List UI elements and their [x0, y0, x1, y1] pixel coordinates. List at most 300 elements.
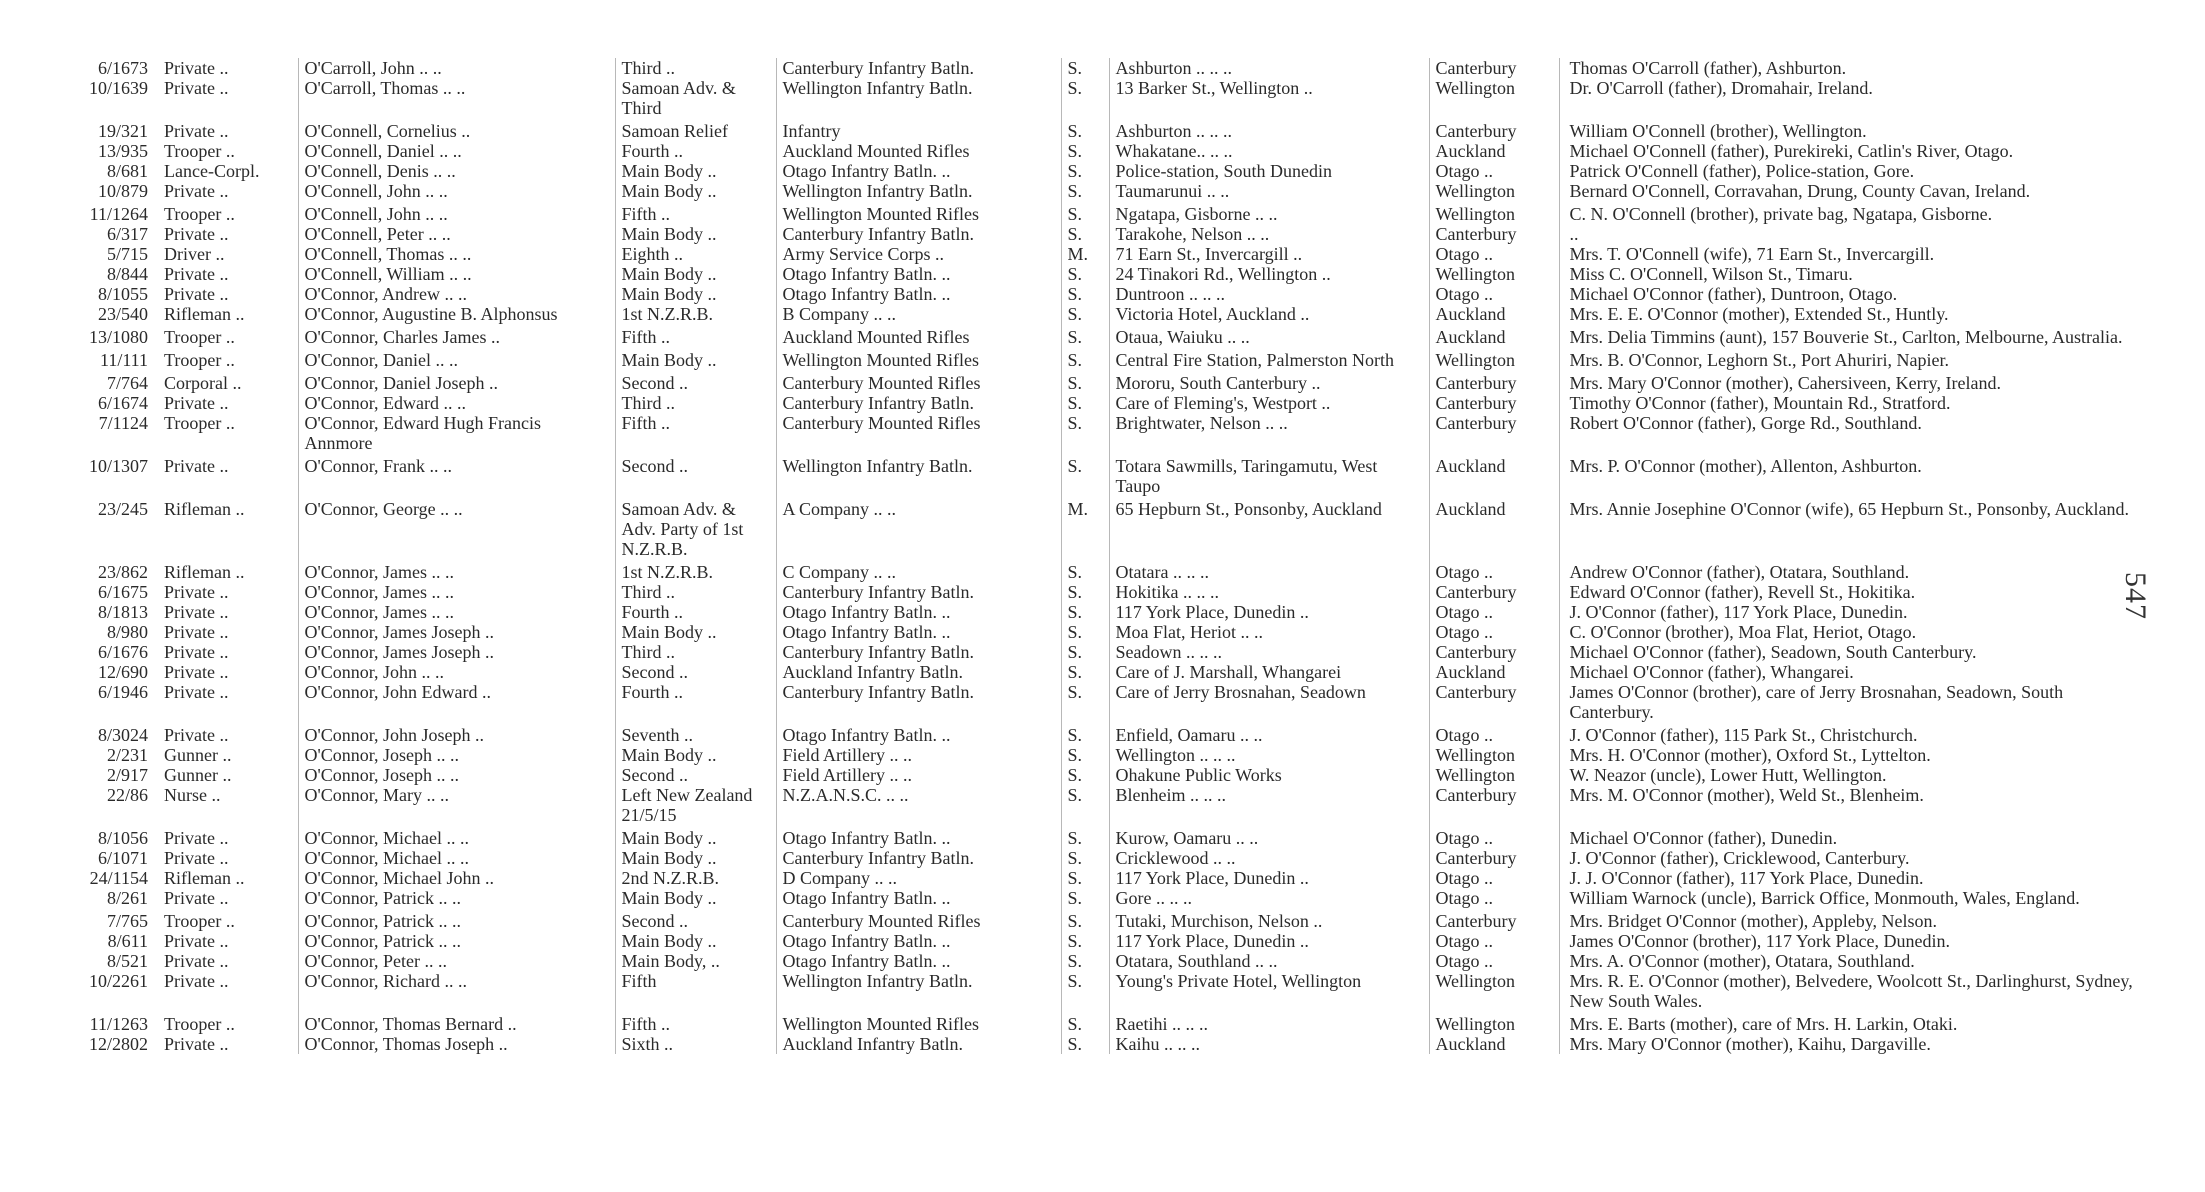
marital-status-cell: S.: [1061, 908, 1109, 931]
last-address-cell: Care of J. Marshall, Whangarei: [1109, 662, 1429, 682]
marital-status-cell: S.: [1061, 888, 1109, 908]
next-of-kin-cell: Mrs. E. E. O'Connor (mother), Extended St., Huntly.: [1559, 304, 2149, 324]
name-cell: O'Connor, Michael John ..: [298, 868, 615, 888]
marital-status-cell: S.: [1061, 284, 1109, 304]
last-address-cell: Young's Private Hotel, Wellington: [1109, 971, 1429, 1011]
enlistment-district-cell: Canterbury: [1429, 582, 1559, 602]
rank-cell: Private ..: [164, 582, 229, 602]
marital-status-cell: S.: [1061, 745, 1109, 765]
marital-status-cell: S.: [1061, 825, 1109, 848]
last-address-cell: Seadown .. .. ..: [1109, 642, 1429, 662]
name-cell: O'Connor, John Edward ..: [298, 682, 615, 722]
last-address-cell: Enfield, Oamaru .. ..: [1109, 722, 1429, 745]
rank-cell: Trooper ..: [164, 1014, 235, 1034]
table-row: [55, 682, 2149, 722]
enlistment-district-cell: Wellington: [1429, 181, 1559, 201]
marital-status-cell: S.: [1061, 662, 1109, 682]
last-address-cell: 117 York Place, Dunedin ..: [1109, 868, 1429, 888]
draft-cell: Fourth ..: [615, 141, 776, 161]
name-cell: O'Connor, George .. ..: [298, 496, 615, 559]
table-row: [55, 908, 2149, 931]
last-address-cell: Hokitika .. .. ..: [1109, 582, 1429, 602]
next-of-kin-cell: Robert O'Connor (father), Gorge Rd., Southland.: [1559, 413, 2149, 453]
next-of-kin-cell: Michael O'Connor (father), Whangarei.: [1559, 662, 2149, 682]
marital-status-cell: S.: [1061, 78, 1109, 118]
table-row: [55, 284, 2149, 304]
draft-cell: Left New Zealand 21/5/15: [615, 785, 776, 825]
table-row: [55, 264, 2149, 284]
name-cell: O'Connell, John .. ..: [298, 181, 615, 201]
rank-cell: Private ..: [164, 725, 229, 745]
marital-status-cell: S.: [1061, 682, 1109, 722]
unit-cell: Otago Infantry Batln. ..: [776, 622, 1061, 642]
regimental-number-cell: 2/917: [106, 765, 148, 785]
name-cell: O'Connor, Richard .. ..: [298, 971, 615, 1011]
name-cell: O'Connor, Joseph .. ..: [298, 765, 615, 785]
next-of-kin-cell: Mrs. B. O'Connor, Leghorn St., Port Ahuriri, Napier.: [1559, 347, 2149, 370]
unit-cell: Auckland Mounted Rifles: [776, 324, 1061, 347]
unit-cell: Canterbury Infantry Batln.: [776, 682, 1061, 722]
draft-cell: Main Body ..: [615, 931, 776, 951]
next-of-kin-cell: Michael O'Connor (father), Dunedin.: [1559, 825, 2149, 848]
draft-cell: 1st N.Z.R.B.: [615, 559, 776, 582]
marital-status-cell: S.: [1061, 118, 1109, 141]
draft-cell: Main Body ..: [615, 161, 776, 181]
unit-cell: Auckland Mounted Rifles: [776, 141, 1061, 161]
enlistment-district-cell: Canterbury: [1429, 58, 1559, 78]
marital-status-cell: S.: [1061, 393, 1109, 413]
enlistment-district-cell: Otago ..: [1429, 825, 1559, 848]
marital-status-cell: S.: [1061, 951, 1109, 971]
last-address-cell: Totara Sawmills, Taringamutu, West Taupo: [1109, 453, 1429, 496]
next-of-kin-cell: Mrs. E. Barts (mother), care of Mrs. H. Larkin, Otaki.: [1559, 1011, 2149, 1034]
table-row: [55, 393, 2149, 413]
unit-cell: A Company .. ..: [776, 496, 1061, 559]
marital-status-cell: S.: [1061, 868, 1109, 888]
rank-cell: Trooper ..: [164, 327, 235, 347]
draft-cell: Eighth ..: [615, 244, 776, 264]
name-cell: O'Connor, Thomas Bernard ..: [298, 1011, 615, 1034]
marital-status-cell: S.: [1061, 181, 1109, 201]
next-of-kin-cell: J. J. O'Connor (father), 117 York Place, Dunedin.: [1559, 868, 2149, 888]
unit-cell: Canterbury Infantry Batln.: [776, 582, 1061, 602]
regimental-number-cell: 8/681: [106, 161, 148, 181]
unit-cell: Wellington Infantry Batln.: [776, 181, 1061, 201]
enlistment-district-cell: Otago ..: [1429, 931, 1559, 951]
draft-cell: Main Body ..: [615, 264, 776, 284]
last-address-cell: Moa Flat, Heriot .. ..: [1109, 622, 1429, 642]
regimental-number-cell: 7/764: [106, 373, 148, 393]
enlistment-district-cell: Otago ..: [1429, 622, 1559, 642]
regimental-number-cell: 7/765: [106, 911, 148, 931]
name-cell: O'Connor, Patrick .. ..: [298, 931, 615, 951]
draft-cell: Fifth ..: [615, 1011, 776, 1034]
rank-cell: Private ..: [164, 662, 229, 682]
enlistment-district-cell: Auckland: [1429, 662, 1559, 682]
marital-status-cell: S.: [1061, 1011, 1109, 1034]
unit-cell: B Company .. ..: [776, 304, 1061, 324]
unit-cell: Canterbury Mounted Rifles: [776, 413, 1061, 453]
rank-cell: Private ..: [164, 848, 229, 868]
rank-cell: Private ..: [164, 224, 229, 244]
last-address-cell: Otatara, Southland .. ..: [1109, 951, 1429, 971]
next-of-kin-cell: Mrs. Bridget O'Connor (mother), Appleby, Nelson.: [1559, 908, 2149, 931]
next-of-kin-cell: Mrs. R. E. O'Connor (mother), Belvedere, Woolcott St., Darlinghurst, Sydney, New South Wales.: [1559, 971, 2149, 1011]
last-address-cell: 24 Tinakori Rd., Wellington ..: [1109, 264, 1429, 284]
last-address-cell: Taumarunui .. ..: [1109, 181, 1429, 201]
table-row: [55, 224, 2149, 244]
page-number: 547: [2119, 572, 2152, 620]
marital-status-cell: S.: [1061, 931, 1109, 951]
draft-cell: Main Body ..: [615, 888, 776, 908]
draft-cell: Main Body, ..: [615, 951, 776, 971]
regimental-number-cell: 11/1264: [89, 204, 148, 224]
name-cell: O'Connor, Edward Hugh Francis Annmore: [298, 413, 615, 453]
regimental-number-cell: 12/690: [97, 662, 148, 682]
marital-status-cell: S.: [1061, 622, 1109, 642]
unit-cell: Otago Infantry Batln. ..: [776, 602, 1061, 622]
next-of-kin-cell: Michael O'Connor (father), Seadown, South Canterbury.: [1559, 642, 2149, 662]
table-row: [55, 496, 2149, 559]
unit-cell: Infantry: [776, 118, 1061, 141]
table-row: [55, 848, 2149, 868]
enlistment-district-cell: Otago ..: [1429, 868, 1559, 888]
last-address-cell: Wellington .. .. ..: [1109, 745, 1429, 765]
table-row: [55, 745, 2149, 765]
rank-cell: Driver ..: [164, 244, 225, 264]
rank-cell: Private ..: [164, 602, 229, 622]
name-cell: O'Connor, Augustine B. Alphonsus: [298, 304, 615, 324]
table-row: [55, 971, 2149, 1011]
marital-status-cell: S.: [1061, 413, 1109, 453]
rank-cell: Private ..: [164, 456, 229, 476]
enlistment-district-cell: Otago ..: [1429, 244, 1559, 264]
regimental-number-cell: 8/1056: [97, 828, 148, 848]
next-of-kin-cell: Mrs. Mary O'Connor (mother), Cahersiveen, Kerry, Ireland.: [1559, 370, 2149, 393]
enlistment-district-cell: Wellington: [1429, 1011, 1559, 1034]
marital-status-cell: S.: [1061, 264, 1109, 284]
name-cell: O'Connell, Denis .. ..: [298, 161, 615, 181]
next-of-kin-cell: Patrick O'Connell (father), Police-station, Gore.: [1559, 161, 2149, 181]
rank-cell: Private ..: [164, 951, 229, 971]
unit-cell: Wellington Mounted Rifles: [776, 347, 1061, 370]
rank-cell: Private ..: [164, 622, 229, 642]
draft-cell: Second ..: [615, 370, 776, 393]
rank-cell: Private ..: [164, 264, 229, 284]
table-row: [55, 785, 2149, 825]
unit-cell: Army Service Corps ..: [776, 244, 1061, 264]
table-row: [55, 324, 2149, 347]
enlistment-district-cell: Canterbury: [1429, 848, 1559, 868]
unit-cell: C Company .. ..: [776, 559, 1061, 582]
table-row: [55, 347, 2149, 370]
name-cell: O'Connell, Daniel .. ..: [298, 141, 615, 161]
marital-status-cell: S.: [1061, 370, 1109, 393]
rank-cell: Private ..: [164, 78, 229, 98]
marital-status-cell: S.: [1061, 1034, 1109, 1054]
unit-cell: D Company .. ..: [776, 868, 1061, 888]
enlistment-district-cell: Wellington: [1429, 201, 1559, 224]
marital-status-cell: S.: [1061, 224, 1109, 244]
rank-cell: Rifleman ..: [164, 499, 245, 519]
table-row: [55, 602, 2149, 622]
unit-cell: Wellington Mounted Rifles: [776, 1011, 1061, 1034]
regimental-number-cell: 5/715: [106, 244, 148, 264]
rank-cell: Trooper ..: [164, 413, 235, 433]
draft-cell: Sixth ..: [615, 1034, 776, 1054]
regimental-number-cell: 12/2802: [88, 1034, 148, 1054]
table-row: [55, 304, 2149, 324]
last-address-cell: 65 Hepburn St., Ponsonby, Auckland: [1109, 496, 1429, 559]
enlistment-district-cell: Canterbury: [1429, 393, 1559, 413]
name-cell: O'Connor, Patrick .. ..: [298, 908, 615, 931]
enlistment-district-cell: Wellington: [1429, 347, 1559, 370]
name-cell: O'Connor, Joseph .. ..: [298, 745, 615, 765]
table-row: [55, 582, 2149, 602]
regimental-number-cell: 19/321: [97, 121, 148, 141]
draft-cell: Main Body ..: [615, 181, 776, 201]
unit-cell: Wellington Mounted Rifles: [776, 201, 1061, 224]
draft-cell: Second ..: [615, 662, 776, 682]
last-address-cell: Care of Jerry Brosnahan, Seadown: [1109, 682, 1429, 722]
next-of-kin-cell: Thomas O'Carroll (father), Ashburton.: [1559, 58, 2149, 78]
draft-cell: Samoan Adv. & Third: [615, 78, 776, 118]
table-row: [55, 118, 2149, 141]
table-row: [55, 888, 2149, 908]
marital-status-cell: S.: [1061, 453, 1109, 496]
regimental-number-cell: 24/1154: [89, 868, 148, 888]
unit-cell: Canterbury Infantry Batln.: [776, 642, 1061, 662]
unit-cell: Canterbury Infantry Batln.: [776, 224, 1061, 244]
marital-status-cell: S.: [1061, 324, 1109, 347]
last-address-cell: Duntroon .. .. ..: [1109, 284, 1429, 304]
draft-cell: Third ..: [615, 393, 776, 413]
last-address-cell: 117 York Place, Dunedin ..: [1109, 602, 1429, 622]
table-row: [55, 825, 2149, 848]
name-cell: O'Connell, William .. ..: [298, 264, 615, 284]
next-of-kin-cell: Mrs. P. O'Connor (mother), Allenton, Ashburton.: [1559, 453, 2149, 496]
marital-status-cell: S.: [1061, 785, 1109, 825]
marital-status-cell: S.: [1061, 141, 1109, 161]
regimental-number-cell: 6/1946: [97, 682, 148, 702]
name-cell: O'Connor, Mary .. ..: [298, 785, 615, 825]
last-address-cell: Tutaki, Murchison, Nelson ..: [1109, 908, 1429, 931]
enlistment-district-cell: Canterbury: [1429, 224, 1559, 244]
marital-status-cell: S.: [1061, 642, 1109, 662]
table-row: [55, 1034, 2149, 1054]
name-cell: O'Connor, Michael .. ..: [298, 825, 615, 848]
draft-cell: Main Body ..: [615, 622, 776, 642]
next-of-kin-cell: Michael O'Connor (father), Duntroon, Otago.: [1559, 284, 2149, 304]
name-cell: O'Connor, James Joseph ..: [298, 622, 615, 642]
enlistment-district-cell: Otago ..: [1429, 602, 1559, 622]
enlistment-district-cell: Wellington: [1429, 971, 1559, 1011]
regimental-number-cell: 6/1674: [97, 393, 148, 413]
name-cell: O'Carroll, Thomas .. ..: [298, 78, 615, 118]
rank-cell: Trooper ..: [164, 350, 235, 370]
regimental-number-cell: 8/980: [106, 622, 148, 642]
enlistment-district-cell: Otago ..: [1429, 284, 1559, 304]
regimental-number-cell: 8/844: [106, 264, 148, 284]
marital-status-cell: S.: [1061, 201, 1109, 224]
table-row: [55, 370, 2149, 393]
rank-cell: Corporal ..: [164, 373, 242, 393]
rank-cell: Private ..: [164, 181, 229, 201]
table-row: [55, 141, 2149, 161]
last-address-cell: 117 York Place, Dunedin ..: [1109, 931, 1429, 951]
table-row: [55, 559, 2149, 582]
regimental-number-cell: 11/1263: [89, 1014, 148, 1034]
draft-cell: Fifth: [615, 971, 776, 1011]
name-cell: O'Connor, Peter .. ..: [298, 951, 615, 971]
rank-cell: Private ..: [164, 284, 229, 304]
regimental-number-cell: 8/1813: [97, 602, 148, 622]
next-of-kin-cell: C. N. O'Connell (brother), private bag, Ngatapa, Gisborne.: [1559, 201, 2149, 224]
regimental-number-cell: 6/1071: [97, 848, 148, 868]
unit-cell: Otago Infantry Batln. ..: [776, 951, 1061, 971]
regimental-number-cell: 6/1676: [97, 642, 148, 662]
name-cell: O'Connor, John Joseph ..: [298, 722, 615, 745]
unit-cell: Canterbury Mounted Rifles: [776, 908, 1061, 931]
draft-cell: Second ..: [615, 908, 776, 931]
name-cell: O'Connor, Daniel .. ..: [298, 347, 615, 370]
regimental-number-cell: 22/86: [106, 785, 148, 805]
rank-cell: Lance-Corpl.: [164, 161, 260, 181]
last-address-cell: Police-station, South Dunedin: [1109, 161, 1429, 181]
last-address-cell: Raetihi .. .. ..: [1109, 1011, 1429, 1034]
unit-cell: Auckland Infantry Batln.: [776, 1034, 1061, 1054]
unit-cell: Wellington Infantry Batln.: [776, 971, 1061, 1011]
rank-cell: Private ..: [164, 931, 229, 951]
regimental-number-cell: 23/540: [97, 304, 148, 324]
next-of-kin-cell: Mrs. M. O'Connor (mother), Weld St., Blenheim.: [1559, 785, 2149, 825]
unit-cell: Otago Infantry Batln. ..: [776, 264, 1061, 284]
roll-body: [55, 58, 2149, 1054]
enlistment-district-cell: Otago ..: [1429, 722, 1559, 745]
name-cell: O'Connor, Frank .. ..: [298, 453, 615, 496]
table-row: [55, 868, 2149, 888]
enlistment-district-cell: Auckland: [1429, 141, 1559, 161]
table-row: [55, 58, 2149, 78]
unit-cell: Otago Infantry Batln. ..: [776, 888, 1061, 908]
rank-cell: Private ..: [164, 121, 229, 141]
name-cell: O'Carroll, John .. ..: [298, 58, 615, 78]
name-cell: O'Connell, Cornelius ..: [298, 118, 615, 141]
draft-cell: Fifth ..: [615, 413, 776, 453]
enlistment-district-cell: Canterbury: [1429, 642, 1559, 662]
table-row: [55, 662, 2149, 682]
last-address-cell: Ashburton .. .. ..: [1109, 118, 1429, 141]
table-row: [55, 951, 2149, 971]
table-row: [55, 1011, 2149, 1034]
unit-cell: Auckland Infantry Batln.: [776, 662, 1061, 682]
name-cell: O'Connell, John .. ..: [298, 201, 615, 224]
next-of-kin-cell: Mrs. T. O'Connell (wife), 71 Earn St., Invercargill.: [1559, 244, 2149, 264]
last-address-cell: Kurow, Oamaru .. ..: [1109, 825, 1429, 848]
next-of-kin-cell: C. O'Connor (brother), Moa Flat, Heriot, Otago.: [1559, 622, 2149, 642]
name-cell: O'Connor, Edward .. ..: [298, 393, 615, 413]
last-address-cell: 71 Earn St., Invercargill ..: [1109, 244, 1429, 264]
regimental-number-cell: 6/1675: [97, 582, 148, 602]
rank-cell: Gunner ..: [164, 745, 232, 765]
name-cell: O'Connor, Thomas Joseph ..: [298, 1034, 615, 1054]
last-address-cell: Tarakohe, Nelson .. ..: [1109, 224, 1429, 244]
last-address-cell: 13 Barker St., Wellington ..: [1109, 78, 1429, 118]
marital-status-cell: S.: [1061, 582, 1109, 602]
draft-cell: Third ..: [615, 58, 776, 78]
table-row: [55, 201, 2149, 224]
marital-status-cell: S.: [1061, 161, 1109, 181]
enlistment-district-cell: Auckland: [1429, 1034, 1559, 1054]
next-of-kin-cell: Mrs. A. O'Connor (mother), Otatara, Southland.: [1559, 951, 2149, 971]
draft-cell: Third ..: [615, 642, 776, 662]
rank-cell: Trooper ..: [164, 204, 235, 224]
draft-cell: Main Body ..: [615, 825, 776, 848]
table-row: [55, 161, 2149, 181]
rank-cell: Private ..: [164, 393, 229, 413]
name-cell: O'Connell, Peter .. ..: [298, 224, 615, 244]
rank-cell: Private ..: [164, 971, 229, 991]
draft-cell: Samoan Adv. & Adv. Party of 1st N.Z.R.B.: [615, 496, 776, 559]
next-of-kin-cell: Edward O'Connor (father), Revell St., Hokitika.: [1559, 582, 2149, 602]
table-row: [55, 642, 2149, 662]
name-cell: O'Connor, James .. ..: [298, 582, 615, 602]
marital-status-cell: S.: [1061, 559, 1109, 582]
enlistment-district-cell: Otago ..: [1429, 951, 1559, 971]
table-row: [55, 453, 2149, 496]
last-address-cell: Ngatapa, Gisborne .. ..: [1109, 201, 1429, 224]
unit-cell: Otago Infantry Batln. ..: [776, 931, 1061, 951]
rank-cell: Private ..: [164, 1034, 229, 1054]
enlistment-district-cell: Auckland: [1429, 304, 1559, 324]
unit-cell: Canterbury Infantry Batln.: [776, 393, 1061, 413]
last-address-cell: Gore .. .. ..: [1109, 888, 1429, 908]
regimental-number-cell: 13/935: [97, 141, 148, 161]
enlistment-district-cell: Auckland: [1429, 324, 1559, 347]
enlistment-district-cell: Otago ..: [1429, 161, 1559, 181]
marital-status-cell: S.: [1061, 58, 1109, 78]
next-of-kin-cell: Bernard O'Connell, Corravahan, Drung, County Cavan, Ireland.: [1559, 181, 2149, 201]
table-row: [55, 622, 2149, 642]
rank-cell: Nurse ..: [164, 785, 221, 805]
name-cell: O'Connor, James Joseph ..: [298, 642, 615, 662]
last-address-cell: Kaihu .. .. ..: [1109, 1034, 1429, 1054]
regimental-number-cell: 10/879: [97, 181, 148, 201]
next-of-kin-cell: James O'Connor (brother), care of Jerry Brosnahan, Seadown, South Canterbury.: [1559, 682, 2149, 722]
enlistment-district-cell: Canterbury: [1429, 118, 1559, 141]
regimental-number-cell: 7/1124: [98, 413, 148, 433]
draft-cell: Third ..: [615, 582, 776, 602]
next-of-kin-cell: J. O'Connor (father), 117 York Place, Dunedin.: [1559, 602, 2149, 622]
next-of-kin-cell: W. Neazor (uncle), Lower Hutt, Wellington.: [1559, 765, 2149, 785]
draft-cell: Main Body ..: [615, 284, 776, 304]
draft-cell: Seventh ..: [615, 722, 776, 745]
name-cell: O'Connell, Thomas .. ..: [298, 244, 615, 264]
enlistment-district-cell: Canterbury: [1429, 413, 1559, 453]
regimental-number-cell: 10/1639: [88, 78, 148, 98]
unit-cell: Otago Infantry Batln. ..: [776, 284, 1061, 304]
rank-cell: Private ..: [164, 58, 229, 78]
next-of-kin-cell: Mrs. Annie Josephine O'Connor (wife), 65 Hepburn St., Ponsonby, Auckland.: [1559, 496, 2149, 559]
next-of-kin-cell: Michael O'Connell (father), Purekireki, Catlin's River, Otago.: [1559, 141, 2149, 161]
next-of-kin-cell: James O'Connor (brother), 117 York Place, Dunedin.: [1559, 931, 2149, 951]
table-row: [55, 78, 2149, 118]
regimental-number-cell: 8/3024: [97, 725, 148, 745]
last-address-cell: Whakatane.. .. ..: [1109, 141, 1429, 161]
unit-cell: Otago Infantry Batln. ..: [776, 161, 1061, 181]
rank-cell: Rifleman ..: [164, 868, 245, 888]
regimental-number-cell: 2/231: [106, 745, 148, 765]
